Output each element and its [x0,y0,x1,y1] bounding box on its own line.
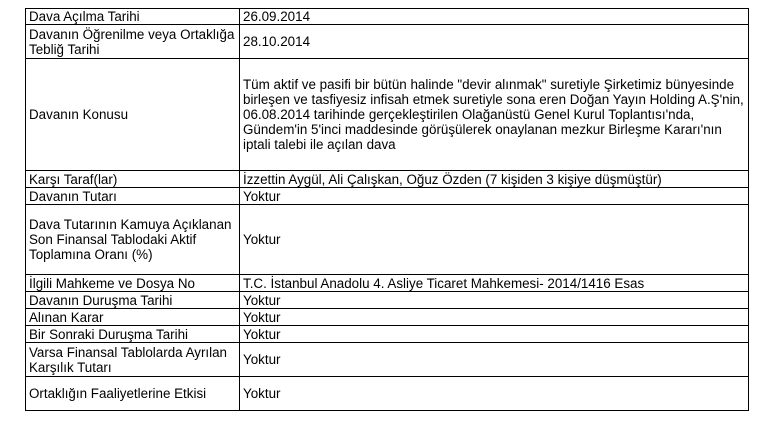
table-row [26,171,749,188]
row-label: Alınan Karar [26,309,240,326]
row-value: Yoktur [240,205,749,275]
table-row [26,59,749,171]
table-row [26,9,749,25]
row-value: Yoktur [240,188,749,205]
case-details-table [25,8,749,411]
table-row [26,377,749,411]
row-value: 26.09.2014 [240,9,749,25]
row-value: İzzettin Aygül, Ali Çalışkan, Oğuz Özden (7 kişiden 3 kişiye düşmüştür) [240,171,749,188]
row-label: Davanın Tutarı [26,188,240,205]
row-value: Yoktur [240,292,749,309]
row-label: Davanın Öğrenilme veya Ortaklığa Tebliğ Tarihi [26,25,240,59]
row-label: Ortaklığın Faaliyetlerine Etkisi [26,377,240,411]
row-label: İlgili Mahkeme ve Dosya No [26,275,240,292]
table-row [26,309,749,326]
row-label: Davanın Duruşma Tarihi [26,292,240,309]
row-value: 28.10.2014 [240,25,749,59]
row-value: T.C. İstanbul Anadolu 4. Asliye Ticaret Mahkemesi- 2014/1416 Esas [240,275,749,292]
table-row [26,275,749,292]
row-label: Bir Sonraki Duruşma Tarihi [26,326,240,343]
row-value: Yoktur [240,309,749,326]
table-row [26,205,749,275]
row-value: Yoktur [240,377,749,411]
table-row [26,25,749,59]
row-label: Davanın Konusu [26,59,240,171]
table-row [26,343,749,377]
row-label: Varsa Finansal Tablolarda Ayrılan Karşılık Tutarı [26,343,240,377]
table-row [26,188,749,205]
row-value: Tüm aktif ve pasifi bir bütün halinde "devir alınmak" suretiyle Şirketimiz bünyesinde birleşen ve tasfiyesiz infisah etmek suretiyle sona eren Doğan Yayın Holding A.Ş'nin, 06.08.2014 tarihinde gerçekleştirilen Olağanüstü Genel Kurul Toplantısı'nda, Gündem'in 5'inci maddesinde görüşülerek onaylanan mezkur Birleşme Kararı'nın iptali talebi ile açılan dava [240,59,749,171]
row-label: Karşı Taraf(lar) [26,171,240,188]
row-label: Dava Açılma Tarihi [26,9,240,25]
row-label: Dava Tutarının Kamuya Açıklanan Son Finansal Tablodaki Aktif Toplamına Oranı (%) [26,205,240,275]
table-row [26,326,749,343]
table-row [26,292,749,309]
row-value: Yoktur [240,326,749,343]
row-value: Yoktur [240,343,749,377]
